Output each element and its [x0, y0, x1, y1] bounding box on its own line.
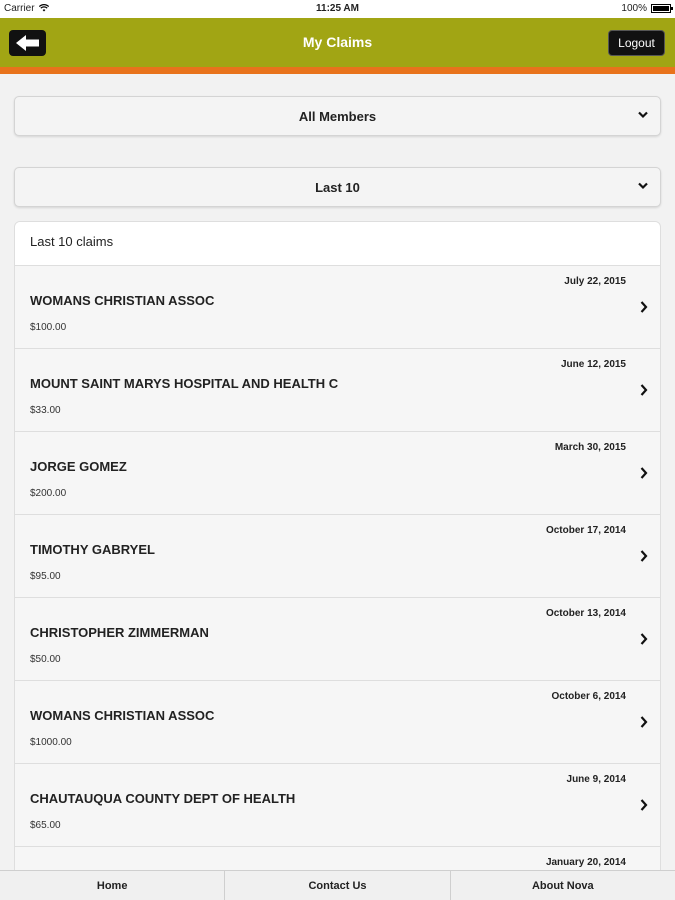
logout-button[interactable]: Logout: [608, 30, 665, 56]
app-header: [0, 18, 675, 67]
claim-amount: $95.00: [30, 571, 61, 582]
claim-row[interactable]: [15, 598, 660, 681]
claim-amount: $200.00: [30, 488, 67, 499]
claim-provider: WOMANS CHRISTIAN ASSOC: [30, 293, 215, 308]
claim-provider: JORGE GOMEZ: [30, 459, 127, 474]
chevron-down-icon: [638, 182, 648, 190]
claim-date: October 6, 2014: [551, 691, 626, 702]
claim-row[interactable]: [15, 515, 660, 598]
claim-provider: TIMOTHY GABRYEL: [30, 542, 155, 557]
range-select-value: Last 10: [315, 179, 360, 195]
claims-list-heading: Last 10 claims: [15, 222, 660, 266]
claim-row[interactable]: [15, 266, 660, 349]
chevron-right-icon: [640, 301, 648, 313]
claim-date: January 20, 2014: [545, 857, 626, 868]
claim-date: March 30, 2015: [554, 442, 626, 453]
tab-about-nova[interactable]: About Nova: [531, 879, 594, 892]
claim-provider: CHRISTOPHER ZIMMERMAN: [30, 625, 209, 640]
claim-date: July 22, 2015: [564, 276, 626, 287]
claim-provider: MOUNT SAINT MARYS HOSPITAL AND HEALTH C: [30, 376, 339, 391]
tab-home[interactable]: Home: [0, 871, 225, 900]
claim-row[interactable]: [15, 432, 660, 515]
claim-date: October 17, 2014: [545, 525, 626, 536]
claim-amount: $65.00: [30, 820, 61, 831]
claim-amount: $100.00: [30, 322, 67, 333]
claim-row[interactable]: [15, 349, 660, 432]
claim-row[interactable]: [15, 764, 660, 847]
claim-provider: WOMANS CHRISTIAN ASSOC: [30, 708, 215, 723]
claim-row[interactable]: [15, 681, 660, 764]
tab-contact-us[interactable]: Contact Us: [225, 871, 450, 900]
claim-amount: $50.00: [30, 654, 61, 665]
member-select[interactable]: [14, 96, 661, 136]
clock: 11:25 AM: [316, 3, 359, 14]
chevron-down-icon: [638, 111, 648, 119]
chevron-right-icon: [640, 550, 648, 562]
member-select-value: All Members: [298, 108, 377, 124]
claim-provider: CHAUTAUQUA COUNTY DEPT OF HEALTH: [30, 791, 296, 806]
carrier-label: Carrier: [4, 3, 49, 14]
claim-amount: $33.00: [30, 405, 61, 416]
bottom-tab-bar: [0, 870, 675, 900]
claim-amount: $1000.00: [30, 737, 72, 748]
battery-icon: [651, 4, 671, 13]
claim-date: June 9, 2014: [566, 774, 626, 785]
chevron-right-icon: [640, 799, 648, 811]
claim-date: June 12, 2015: [560, 359, 626, 370]
chevron-right-icon: [640, 716, 648, 728]
claims-list: [14, 221, 661, 881]
chevron-right-icon: [640, 633, 648, 645]
page-title: My Claims: [302, 34, 373, 50]
battery-percent: 100%: [621, 3, 647, 14]
accent-stripe: [0, 67, 675, 74]
chevron-right-icon: [640, 467, 648, 479]
claim-date: October 13, 2014: [545, 608, 626, 619]
chevron-right-icon: [640, 384, 648, 396]
range-select[interactable]: [14, 167, 661, 207]
status-bar: [0, 0, 675, 18]
